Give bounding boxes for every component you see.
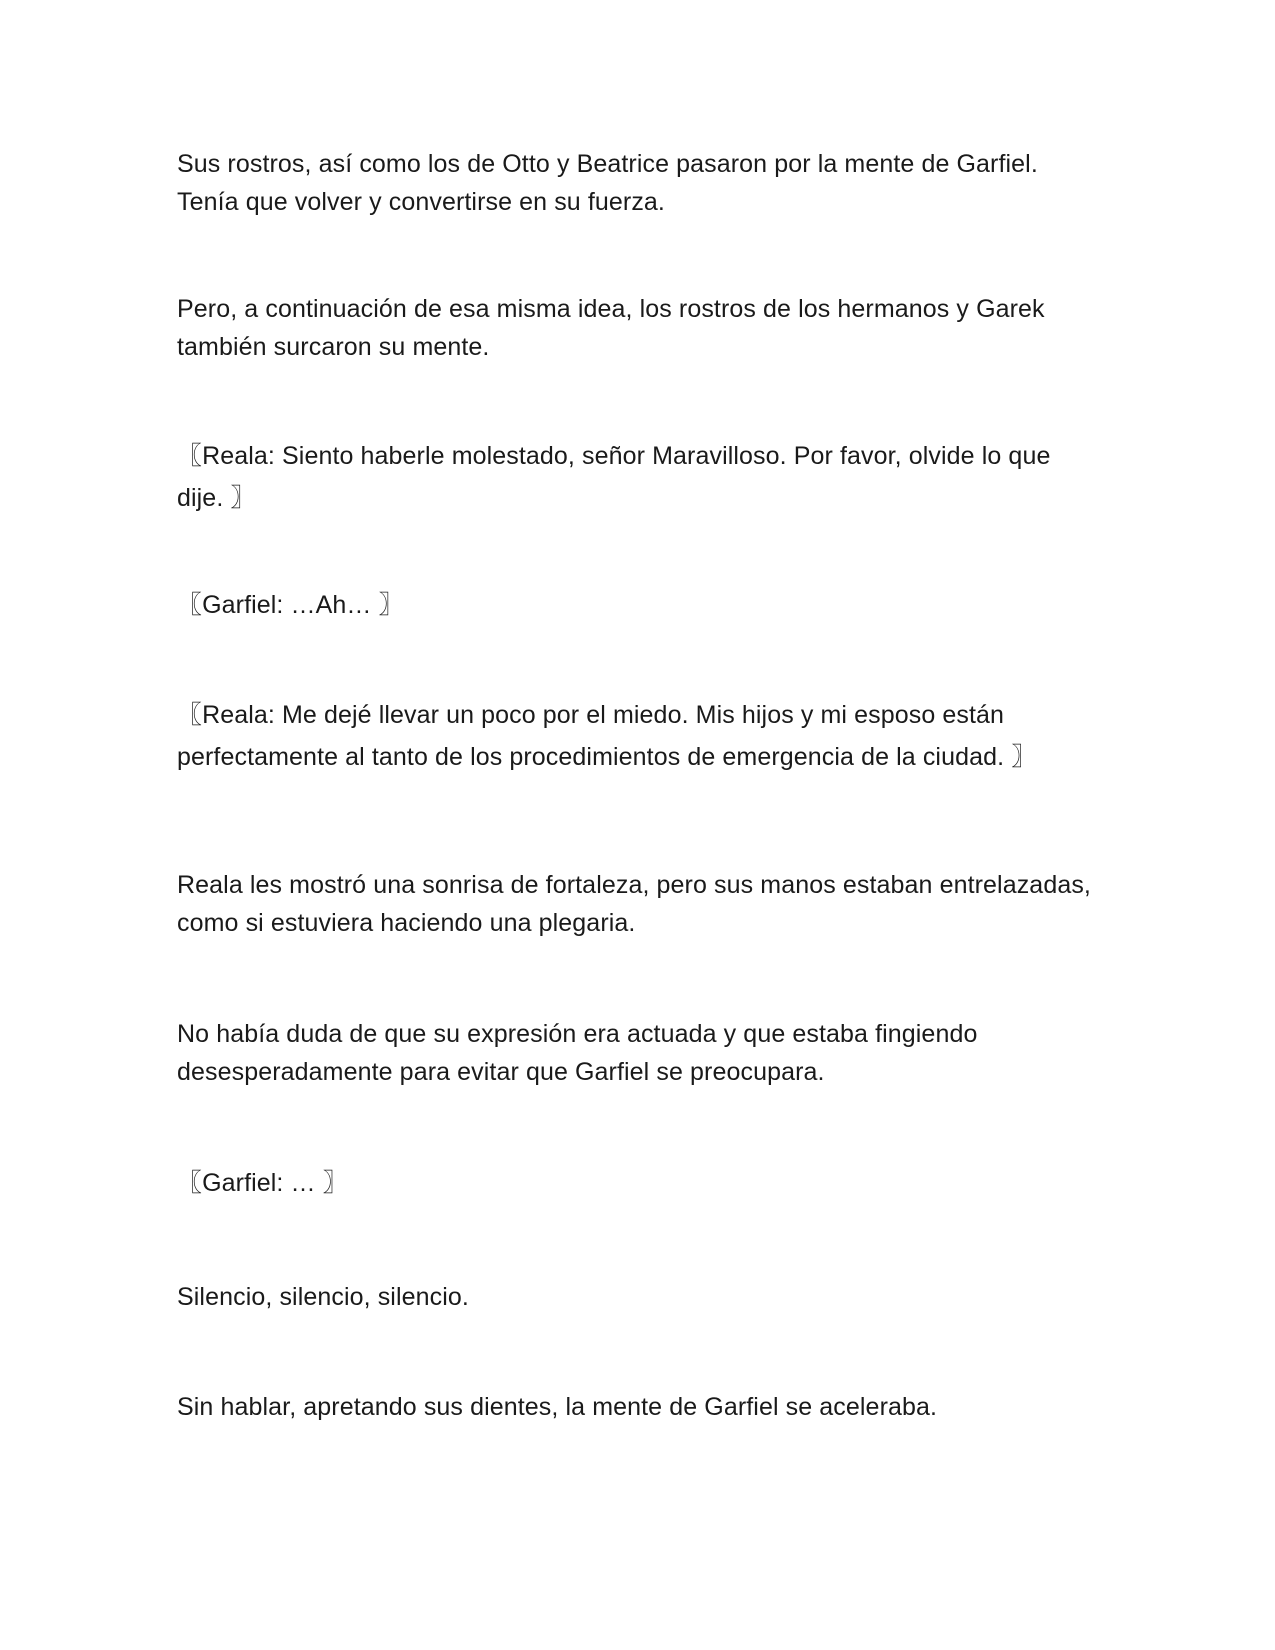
paragraph-6: Reala les mostró una sonrisa de fortaleza, pero sus manos estaban entrelazadas, como si estuviera haciendo una plegaria.	[177, 871, 1091, 937]
paragraph-7: No había duda de que su expresión era actuada y que estaba fingiendo desesperadamente para evitar que Garfiel se preocupara.	[177, 1020, 978, 1086]
paragraph-1: Sus rostros, así como los de Otto y Beatrice pasaron por la mente de Garfiel. Tenía que volver y convertirse en su fuerza.	[177, 150, 1038, 216]
dialogue-garfiel-2: 〖Garfiel: … 〗	[177, 1169, 348, 1197]
dialogue-reala-2: 〖Reala: Me dejé llevar un poco por el miedo. Mis hijos y mi esposo están perfectamente al tanto de los procedimientos de emergencia de la ciudad. 〗	[177, 701, 1037, 771]
dialogue-garfiel-1: 〖Garfiel: …Ah… 〗	[177, 591, 404, 619]
paragraph-10: Sin hablar, apretando sus dientes, la mente de Garfiel se aceleraba.	[177, 1393, 938, 1421]
dialogue-reala-1: 〖Reala: Siento haberle molestado, señor Maravilloso. Por favor, olvide lo que dije. 〗	[177, 442, 1051, 512]
paragraph-9: Silencio, silencio, silencio.	[177, 1283, 469, 1311]
paragraph-2: Pero, a continuación de esa misma idea, los rostros de los hermanos y Garek también surcaron su mente.	[177, 295, 1045, 361]
